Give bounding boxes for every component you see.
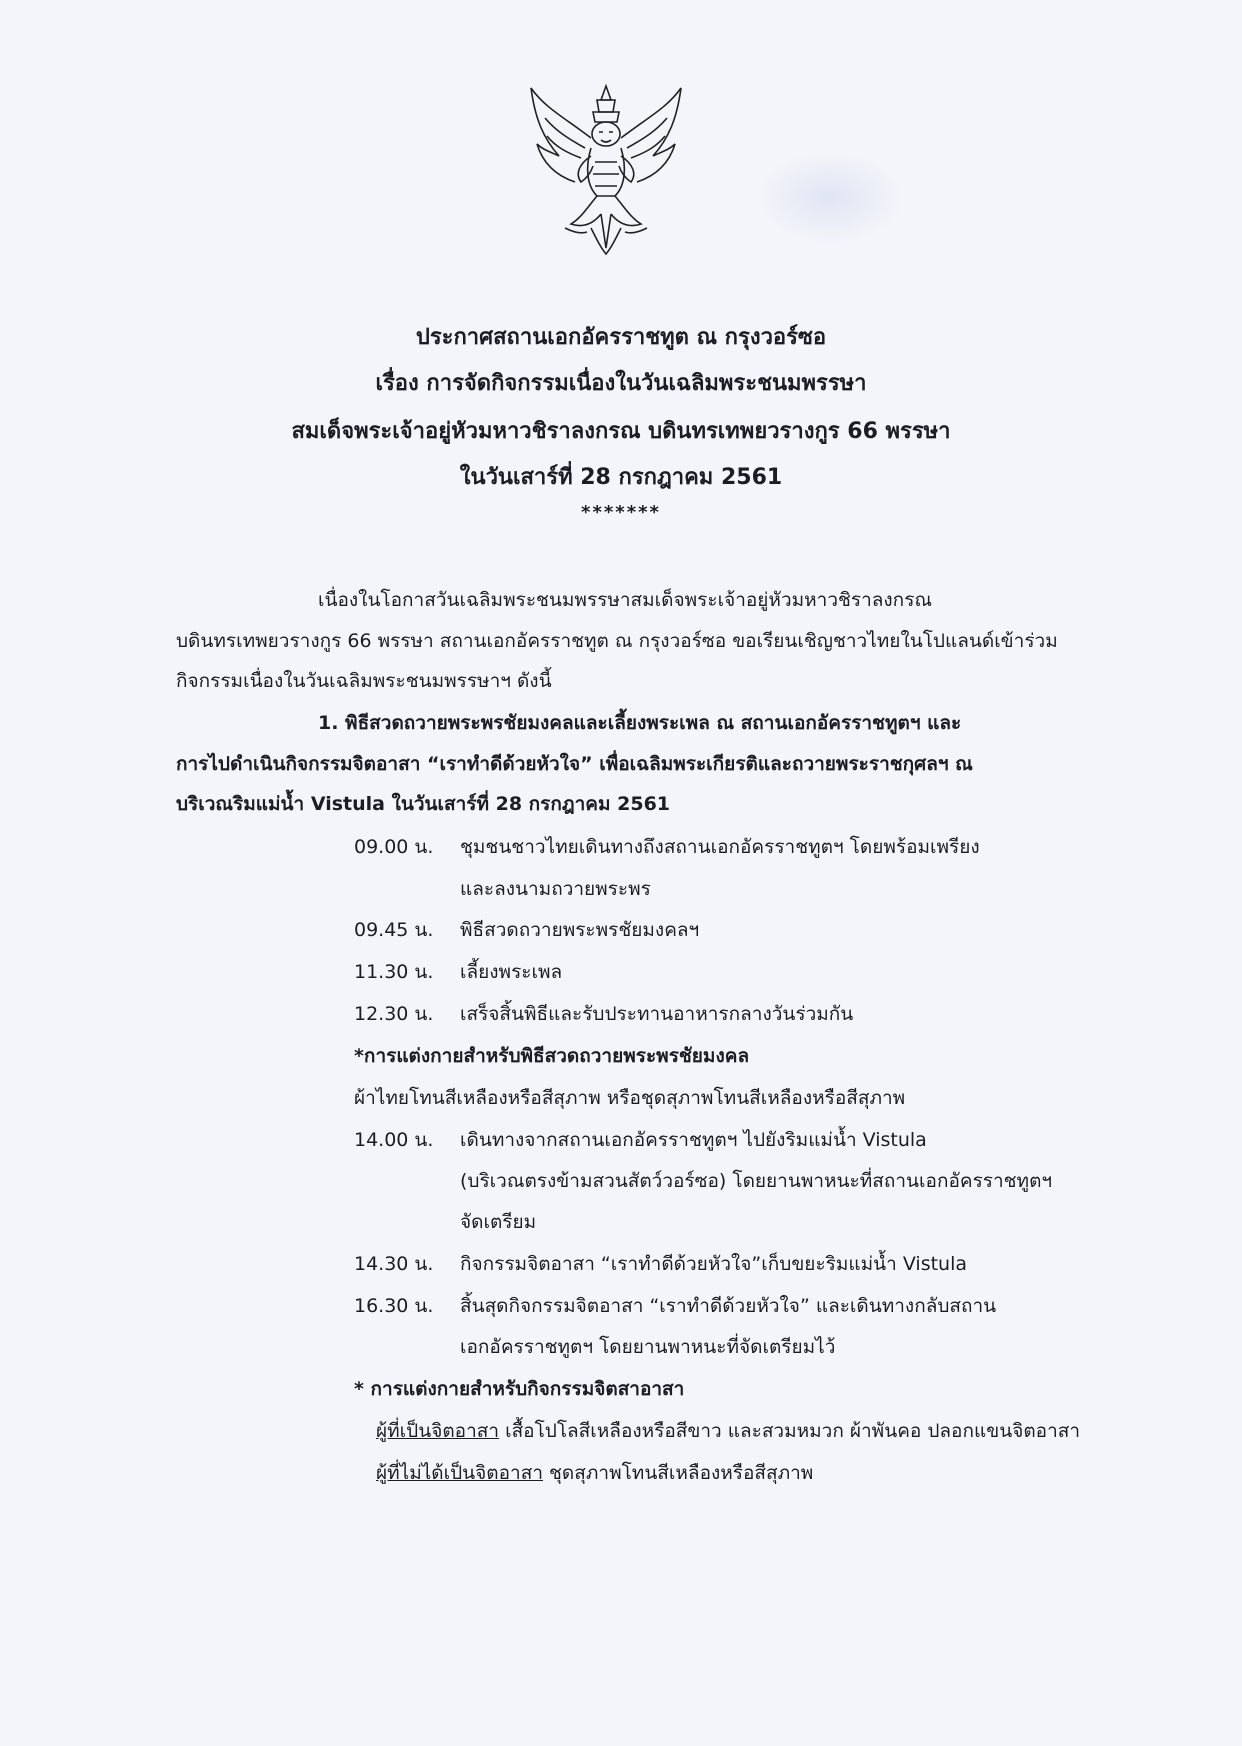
dress-code-text-ceremony: ผ้าไทยโทนสีเหลืองหรือสีสุภาพ หรือชุดสุภาพโทนสีเหลืองหรือสีสุภาพ [354,1087,906,1109]
schedule-time: 09.00 น. [354,836,434,858]
dress-code-volunteer-line [376,1414,1080,1448]
schedule-desc: (บริเวณตรงข้ามสวนสัตว์วอร์ซอ) โดยยานพาหนะที่สถานเอกอัครราชทูตฯ [460,1170,1053,1192]
schedule-desc: พิธีสวดถวายพระพรชัยมงคลฯ [460,919,700,941]
faint-stamp-mark [755,150,905,245]
schedule-desc: กิจกรรมจิตอาสา “เราทำดีด้วยหัวใจ”เก็บขยะริมแม่น้ำ Vistula [460,1253,968,1275]
intro-line-1: เนื่องในโอกาสวันเฉลิมพระชนมพรรษาสมเด็จพระเจ้าอยู่หัวมหาวชิราลงกรณ [318,589,933,611]
schedule-desc: ชุมชนชาวไทยเดินทางถึงสถานเอกอัครราชทูตฯ โดยพร้อมเพรียง [460,836,980,858]
item1-line-2: การไปดำเนินกิจกรรมจิตอาสา “เราทำดีด้วยหัวใจ” เพื่อเฉลิมพระเกียรติและถวายพระราชกุศลฯ ณ [176,753,973,775]
nonvolunteer-label: ผู้ที่ไม่ได้เป็นจิตอาสา [376,1462,543,1484]
heading-line-2: เรื่อง การจัดกิจกรรมเนื่องในวันเฉลิมพระชนมพรรษา [375,371,867,396]
schedule-time: 12.30 น. [354,1003,434,1025]
volunteer-text: เสื้อโปโลสีเหลืองหรือสีขาว และสวมหมวก ผ้าพันคอ ปลอกแขนจิตอาสา [499,1420,1081,1442]
garuda-emblem [525,78,687,260]
dress-code-title-volunteer: * การแต่งกายสำหรับกิจกรรมจิตสาอาสา [354,1378,685,1400]
intro-line-2: บดินทรเทพยวรางกูร 66 พรรษา สถานเอกอัครราชทูต ณ กรุงวอร์ซอ ขอเรียนเชิญชาวไทยในโปแลนด์เข้าร่วม [176,630,1058,652]
heading-line-1: ประกาศสถานเอกอัครราชทูต ณ กรุงวอร์ซอ [415,325,827,350]
schedule-desc: สิ้นสุดกิจกรรมจิตอาสา “เราทำดีด้วยหัวใจ” และเดินทางกลับสถาน [460,1295,997,1317]
intro-line-3: กิจกรรมเนื่องในวันเฉลิมพระชนมพรรษาฯ ดังนี้ [176,670,552,692]
heading-line-3: สมเด็จพระเจ้าอยู่หัวมหาวชิราลงกรณ บดินทรเทพยวรางกูร 66 พรรษา [291,419,951,444]
schedule-time: 09.45 น. [354,919,434,941]
schedule-time: 14.00 น. [354,1129,434,1151]
schedule-desc: และลงนามถวายพระพร [460,878,651,900]
dress-code-title-ceremony: *การแต่งกายสำหรับพิธีสวดถวายพระพรชัยมงคล [354,1045,750,1067]
schedule-time: 16.30 น. [354,1295,434,1317]
schedule-desc: เดินทางจากสถานเอกอัครราชทูตฯ ไปยังริมแม่น้ำ Vistula [460,1129,927,1151]
schedule-desc: เอกอัครราชทูตฯ โดยยานพาหนะที่จัดเตรียมไว้ [460,1336,836,1358]
schedule-desc: เสร็จสิ้นพิธีและรับประทานอาหารกลางวันร่วมกัน [460,1003,854,1025]
volunteer-label: ผู้ที่เป็นจิตอาสา [376,1420,500,1442]
schedule-time: 11.30 น. [354,961,434,983]
item1-line-3: บริเวณริมแม่น้ำ Vistula ในวันเสาร์ที่ 28 กรกฎาคม 2561 [176,793,671,815]
schedule-desc: เลี้ยงพระเพล [460,961,563,983]
heading-separator: ******* [581,502,661,523]
item1-line-1: 1. พิธีสวดถวายพระพรชัยมงคลและเลี้ยงพระเพล ณ สถานเอกอัครราชทูตฯ และ [318,712,962,734]
nonvolunteer-text: ชุดสุภาพโทนสีเหลืองหรือสีสุภาพ [543,1462,814,1484]
heading-line-4: ในวันเสาร์ที่ 28 กรกฎาคม 2561 [459,465,783,490]
schedule-desc: จัดเตรียม [460,1211,537,1233]
schedule-time: 14.30 น. [354,1253,434,1275]
dress-code-nonvolunteer-line [376,1456,813,1490]
